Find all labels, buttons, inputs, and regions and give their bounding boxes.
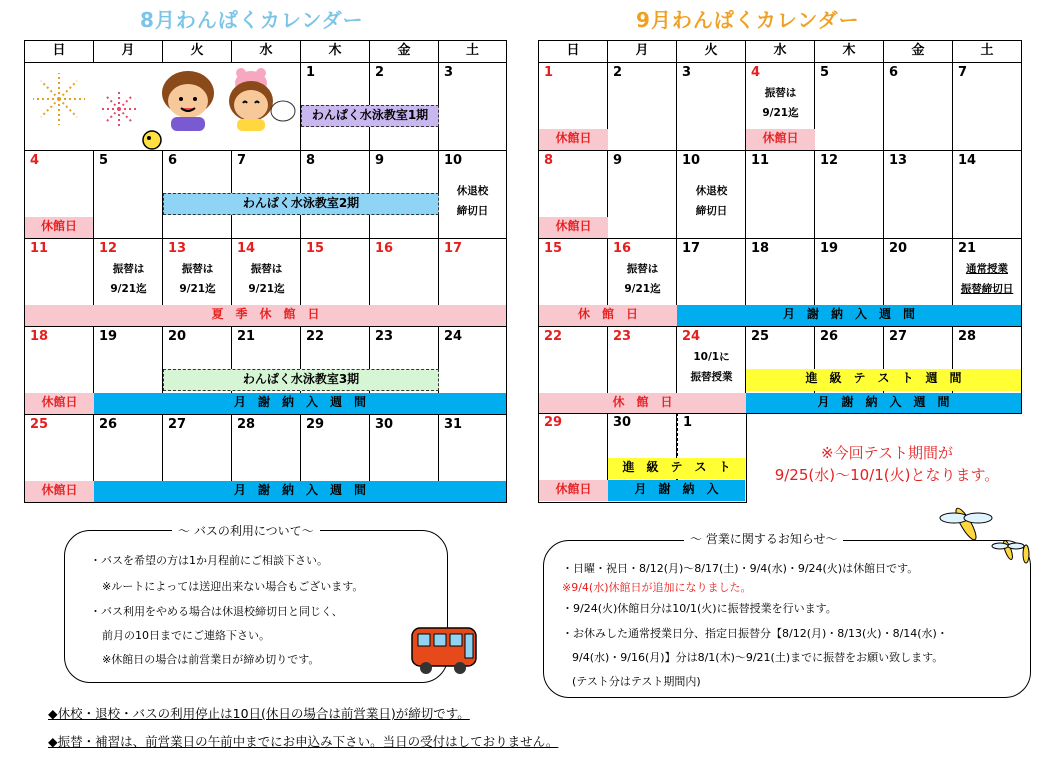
- furikae-note: 振替は 9/21迄: [179, 263, 216, 295]
- day-cell: [677, 63, 746, 151]
- regular-class-note: 通常授業 振替締切日: [960, 263, 1014, 295]
- fee-week-bar: 月 謝 納 入 週 間: [94, 481, 506, 502]
- weekday-fri: 金: [370, 41, 439, 63]
- day-number: 6: [889, 65, 899, 80]
- day-number: 5: [99, 153, 109, 168]
- bus-info-line: ※休館日の場合は前営業日が締め切りです。: [102, 653, 320, 666]
- weekday-tue: 火: [163, 41, 232, 63]
- day-number: 22: [544, 329, 563, 344]
- business-info-title: ～ 営業に関するお知らせ～: [684, 530, 843, 547]
- day-number: 30: [613, 415, 632, 430]
- closed-day-bar: 休 館 日: [539, 393, 746, 413]
- day-number: 9: [375, 153, 385, 168]
- weekday-sun: 日: [539, 41, 608, 63]
- footer-note-1: ◆休校・退校・バスの利用停止は10日(休日の場合は前営業日)が締切です。: [48, 706, 470, 721]
- swim-class-2-bar: わんぱく水泳教室2期: [163, 193, 439, 215]
- day-cell: [815, 151, 884, 239]
- business-info-line: ・9/24(火)休館日分は10/1(火)に振替授業を行います。: [562, 602, 837, 615]
- boy-character-icon: [157, 67, 219, 133]
- september-title: 9月わんぱくカレンダー: [636, 8, 860, 32]
- business-info-line: ・日曜・祝日・8/12(月)～8/17(土)・9/4(水)・9/24(火)は休館日です。: [562, 562, 919, 575]
- day-number: 10: [444, 153, 463, 168]
- bus-info-title: ～ バスの利用について～: [172, 522, 320, 539]
- day-cell: [953, 151, 1021, 239]
- girl-character-icon: [221, 67, 297, 131]
- fee-week-bar: 月 謝 納 入: [608, 480, 745, 501]
- day-number: 26: [820, 329, 839, 344]
- day-number: 20: [168, 329, 187, 344]
- day-cell: [746, 151, 815, 239]
- day-number: 7: [237, 153, 247, 168]
- furikae-note: 振替は 9/21迄: [762, 87, 799, 119]
- day-number: 13: [168, 241, 187, 256]
- day-number: 15: [544, 241, 563, 256]
- day-cell: [953, 63, 1021, 151]
- dragonfly-icon: [936, 504, 1036, 568]
- bus-info-line: ・バス利用をやめる場合は休退校締切日と同じく、: [90, 605, 343, 618]
- test-week-bar: 進 級 テ ス ト 週 間: [746, 369, 1021, 391]
- taitai-note: 休退校 締切日: [695, 185, 728, 217]
- weekday-wed: 水: [746, 41, 815, 63]
- day-number: 2: [613, 65, 623, 80]
- fee-week-bar: 月 謝 納 入 週 間: [94, 393, 506, 414]
- day-number: 17: [682, 241, 701, 256]
- summer-closure-bar: 夏 季 休 館 日: [25, 305, 506, 326]
- weekday-tue: 火: [677, 41, 746, 63]
- day-number: 5: [820, 65, 830, 80]
- footer-note-2: ◆振替・補習は、前営業日の午前中までにお申込み下さい。当日の受付はしておりません。: [48, 734, 559, 749]
- fee-week-bar: 月 謝 納 入 週 間: [677, 305, 1021, 326]
- day-number: 11: [751, 153, 770, 168]
- day-cell: [815, 63, 884, 151]
- closed-day-bar: 休館日: [25, 393, 94, 414]
- swim-class-3-bar: わんぱく水泳教室3期: [163, 369, 439, 391]
- day-cell: [439, 63, 506, 151]
- day-cell: [94, 151, 163, 239]
- day-number: 12: [820, 153, 839, 168]
- day-number: 16: [613, 241, 632, 256]
- august-calendar: [24, 40, 507, 503]
- day-number: 16: [375, 241, 394, 256]
- weekday-wed: 水: [232, 41, 301, 63]
- day-number: 8: [306, 153, 316, 168]
- furikae-note: 振替は 9/21迄: [110, 263, 147, 295]
- day-number: 27: [889, 329, 908, 344]
- day-number: 18: [30, 329, 49, 344]
- bus-icon: [410, 624, 478, 676]
- business-info-line: ・お休みした通常授業日分、指定日振替分【8/12(月)・8/13(火)・8/14(水)・: [562, 627, 948, 640]
- day-number: 3: [444, 65, 454, 80]
- day-number: 27: [168, 417, 187, 432]
- day-number: 24: [682, 329, 701, 344]
- weekday-sun: 日: [25, 41, 94, 63]
- day-number: 20: [889, 241, 908, 256]
- august-title: 8月わんぱくカレンダー: [140, 8, 364, 32]
- day-number: 30: [375, 417, 394, 432]
- day-number: 9: [613, 153, 623, 168]
- day-number: 15: [306, 241, 325, 256]
- day-number: 21: [958, 241, 977, 256]
- day-number: 10: [682, 153, 701, 168]
- closed-day-bar: 休館日: [539, 217, 608, 238]
- business-info-line: (テスト分はテスト期間内): [572, 675, 701, 688]
- day-number: 1: [306, 65, 316, 80]
- business-info-line: ※9/4(水)休館日が追加になりました。: [562, 581, 752, 594]
- day-number: 21: [237, 329, 256, 344]
- business-info-line: 9/4(水)・9/16(月)】分は8/1(木)～9/21(土)までに振替をお願い致します。: [572, 651, 944, 664]
- day-number: 6: [168, 153, 178, 168]
- swim-class-1-bar: わんぱく水泳教室1期: [301, 105, 439, 127]
- test-week-bar: 進 級 テ ス ト: [608, 458, 745, 479]
- day-number: 24: [444, 329, 463, 344]
- day-cell: [608, 63, 677, 151]
- september-calendar: [538, 40, 1022, 414]
- day-number: 28: [958, 329, 977, 344]
- day-number: 25: [30, 417, 49, 432]
- weekday-mon: 月: [608, 41, 677, 63]
- day-number: 4: [751, 65, 761, 80]
- bomb-icon: [141, 129, 163, 151]
- day-number: 13: [889, 153, 908, 168]
- day-number: 2: [375, 65, 385, 80]
- weekday-fri: 金: [884, 41, 953, 63]
- day-cell: [884, 63, 953, 151]
- day-number: 1: [544, 65, 554, 80]
- day-number: 12: [99, 241, 118, 256]
- day-number: 3: [682, 65, 692, 80]
- oct1-makeup-note: 10/1に 振替授業: [690, 351, 733, 383]
- bus-info-line: ・バスを希望の方は1か月程前にご相談下さい。: [90, 554, 328, 567]
- closed-day-bar: 休館日: [25, 217, 93, 238]
- fireworks-icon: [29, 69, 159, 131]
- day-number: 19: [99, 329, 118, 344]
- day-number: 31: [444, 417, 463, 432]
- day-number: 14: [958, 153, 977, 168]
- furikae-note: 振替は 9/21迄: [248, 263, 285, 295]
- day-number: 8: [544, 153, 554, 168]
- day-number: 28: [237, 417, 256, 432]
- weekday-thu: 木: [815, 41, 884, 63]
- day-cell: [608, 151, 677, 239]
- day-number: 7: [958, 65, 968, 80]
- september-last-row: [538, 413, 747, 503]
- day-number: 23: [613, 329, 632, 344]
- day-number: 1: [683, 415, 693, 430]
- weekday-mon: 月: [94, 41, 163, 63]
- day-number: 22: [306, 329, 325, 344]
- weekday-sat: 土: [953, 41, 1021, 63]
- day-number: 17: [444, 241, 463, 256]
- test-period-remark: ※今回テスト期間が 9/25(水)～10/1(火)となります。: [774, 444, 1000, 484]
- day-number: 18: [751, 241, 770, 256]
- day-number: 25: [751, 329, 770, 344]
- weekday-thu: 木: [301, 41, 370, 63]
- closed-day-bar: 休館日: [25, 481, 94, 502]
- day-number: 4: [30, 153, 40, 168]
- day-number: 19: [820, 241, 839, 256]
- day-number: 29: [306, 417, 325, 432]
- taitai-note: 休退校 締切日: [456, 185, 489, 217]
- furikae-note: 振替は 9/21迄: [624, 263, 661, 295]
- bus-info-line: 前月の10日までにご連絡下さい。: [102, 629, 270, 642]
- bus-info-line: ※ルートによっては送迎出来ない場合もございます。: [102, 580, 364, 593]
- weekday-sat: 土: [439, 41, 506, 63]
- closed-day-bar: 休館日: [539, 480, 608, 501]
- day-number: 23: [375, 329, 394, 344]
- closed-day-bar: 休 館 日: [539, 305, 677, 326]
- day-number: 14: [237, 241, 256, 256]
- day-number: 29: [544, 415, 563, 430]
- fee-week-bar: 月 謝 納 入 週 間: [746, 393, 1021, 413]
- day-number: 26: [99, 417, 118, 432]
- day-cell: [884, 151, 953, 239]
- closed-day-bar: 休館日: [746, 129, 815, 150]
- closed-day-bar: 休館日: [539, 129, 608, 150]
- day-number: 11: [30, 241, 49, 256]
